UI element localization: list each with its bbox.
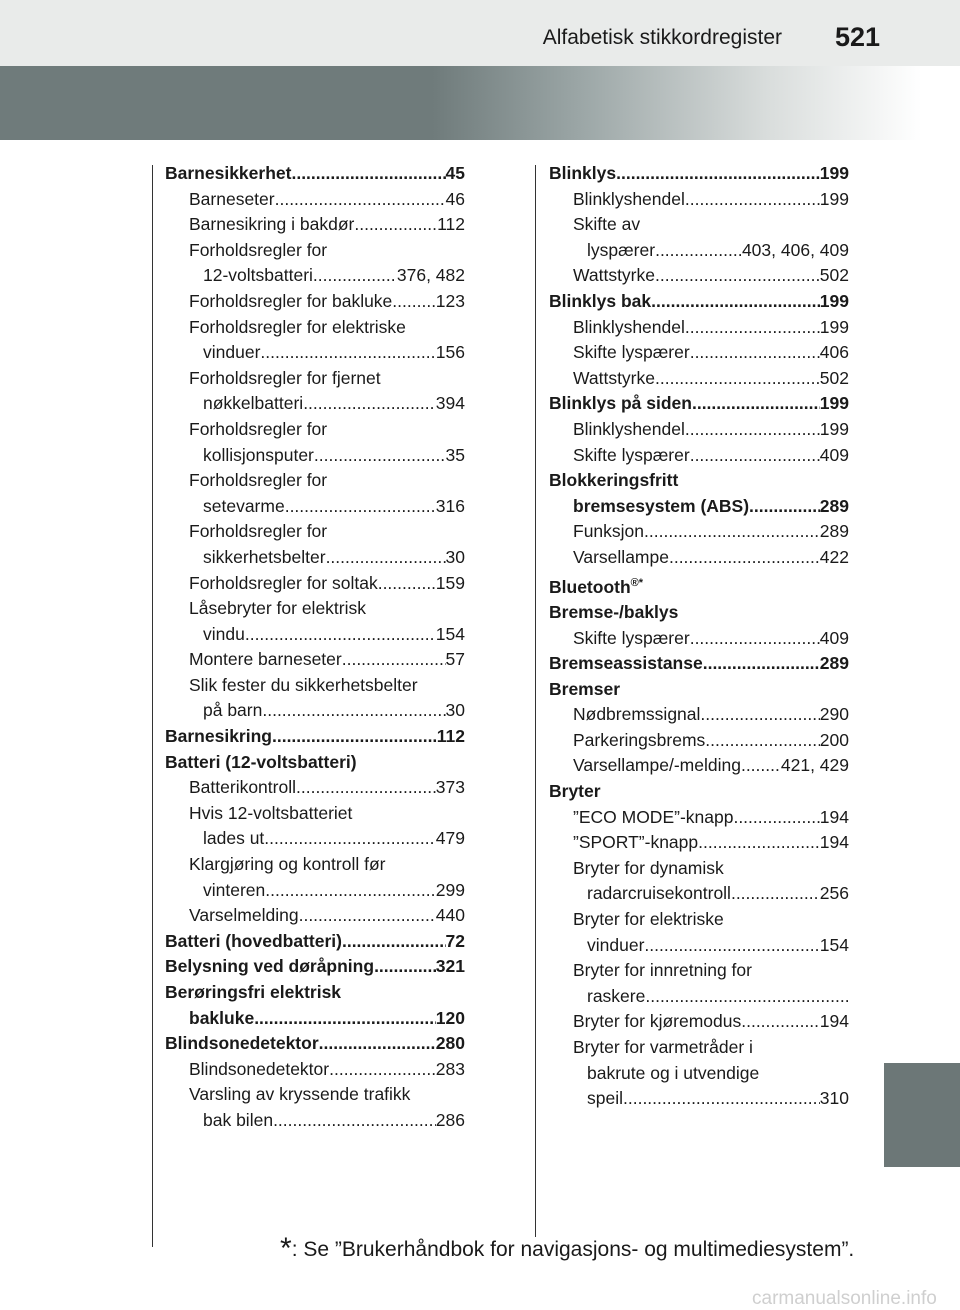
index-entry — [549, 753, 849, 779]
dot-leader — [326, 545, 446, 571]
entry-page-ref: 479 — [435, 828, 465, 849]
page-header — [0, 0, 960, 66]
dot-leader — [731, 881, 820, 907]
entry-term: ”ECO MODE”-knapp — [573, 806, 734, 827]
index-entry — [165, 673, 465, 699]
index-entry — [549, 600, 849, 626]
index-entry — [165, 238, 465, 264]
index-entry — [549, 1009, 849, 1035]
entry-term: Bryter for dynamisk — [573, 857, 724, 878]
entry-page-ref: 199 — [819, 163, 849, 183]
dot-leader — [273, 1108, 436, 1134]
entry-term: Forholdsregler for — [189, 470, 328, 491]
index-column-left — [165, 161, 465, 1134]
entry-term: vinduer — [587, 934, 645, 955]
entry-term: Forholdsregler for soltak — [189, 572, 378, 593]
index-entry — [549, 907, 849, 933]
entry-page-ref: 35 — [445, 444, 465, 465]
index-entry — [165, 647, 465, 673]
index-entry — [165, 698, 465, 724]
entry-term: bak bilen — [203, 1109, 274, 1130]
entry-page-ref: 409 — [819, 627, 849, 648]
entry-term: Blindsonedetektor — [165, 1033, 319, 1054]
dot-leader — [392, 289, 436, 315]
index-entry — [549, 187, 849, 213]
index-entry — [165, 417, 465, 443]
dot-leader — [692, 391, 820, 417]
entry-page-ref: 373 — [435, 777, 465, 798]
entry-term: Barnesikkerhet — [165, 163, 292, 183]
index-entry — [549, 212, 849, 238]
dot-leader — [254, 1006, 436, 1032]
index-entry — [549, 626, 849, 652]
index-entry — [165, 750, 465, 776]
dot-leader — [623, 1086, 820, 1112]
entry-term: radarcruisekontroll — [587, 883, 731, 904]
entry-page-ref: 289 — [819, 495, 849, 516]
index-entry — [165, 1082, 465, 1108]
index-entry — [549, 443, 849, 469]
dot-leader — [299, 903, 436, 929]
entry-page-ref: 200 — [819, 729, 849, 750]
dot-leader — [690, 443, 820, 469]
dot-leader — [655, 366, 820, 392]
entry-page-ref: 154 — [435, 623, 465, 644]
entry-term: bakluke — [189, 1007, 255, 1028]
entry-page-ref: 403, 406, 409 — [741, 239, 849, 260]
dot-leader — [690, 626, 820, 652]
footnote-marker: * — [280, 1232, 292, 1265]
index-entry — [549, 366, 849, 392]
index-entry — [165, 1057, 465, 1083]
dot-leader — [741, 1009, 820, 1035]
entry-term: Bluetooth — [549, 576, 631, 597]
middle-column-rule — [535, 165, 536, 1237]
entry-page-ref: 112 — [436, 726, 465, 747]
dot-leader — [655, 238, 742, 264]
section-title: Alfabetisk stikkordregister — [542, 26, 782, 49]
index-entry — [165, 571, 465, 597]
dot-leader — [275, 187, 446, 213]
entry-term: Batteri (12-voltsbatteri) — [165, 751, 357, 772]
entry-term: Barnesikring i bakdør — [189, 214, 355, 235]
index-entry — [549, 161, 849, 187]
index-entry — [549, 728, 849, 754]
index-entry — [165, 622, 465, 648]
entry-term: Bremseassistanse — [549, 653, 703, 674]
index-entry — [165, 980, 465, 1006]
dot-leader — [685, 187, 820, 213]
index-entry — [549, 417, 849, 443]
dot-leader — [314, 443, 446, 469]
dot-leader — [319, 1031, 436, 1057]
entry-page-ref: 46 — [445, 188, 465, 209]
entry-term: sikkerhetsbelter — [203, 546, 326, 567]
entry-page-ref: 57 — [445, 649, 465, 670]
entry-page-ref: 45 — [445, 163, 465, 183]
entry-page-ref: 321 — [435, 956, 465, 977]
entry-page-ref: 199 — [819, 418, 849, 439]
dot-leader — [705, 728, 820, 754]
index-entry — [549, 856, 849, 882]
entry-page-ref: 299 — [435, 879, 465, 900]
entry-term: Belysning ved døråpning — [165, 956, 375, 977]
entry-superscript: ®* — [630, 576, 644, 589]
entry-page-ref: 316 — [435, 495, 465, 516]
dot-leader — [655, 263, 820, 289]
entry-term: Varsling av kryssende trafikk — [189, 1084, 411, 1105]
dot-leader — [645, 984, 849, 1010]
dot-leader — [644, 933, 819, 959]
entry-term: vinteren — [203, 879, 266, 900]
dot-leader — [651, 289, 820, 315]
left-column-rule — [152, 165, 153, 1247]
entry-page-ref: 154 — [819, 934, 849, 955]
index-entry — [549, 1035, 849, 1061]
dot-leader — [703, 651, 820, 677]
dot-leader — [616, 161, 820, 187]
dot-leader — [285, 494, 436, 520]
entry-term: Nødbremssignal — [573, 704, 701, 725]
entry-term: Varsellampe — [573, 546, 669, 567]
entry-page-ref: 199 — [819, 290, 849, 311]
entry-term: vinduer — [203, 342, 261, 363]
index-entry — [165, 1108, 465, 1134]
dot-leader — [342, 929, 446, 955]
index-entry — [549, 1086, 849, 1112]
entry-page-ref: 199 — [819, 188, 849, 209]
index-entry — [549, 779, 849, 805]
dot-leader — [313, 263, 397, 289]
index-entry — [549, 519, 849, 545]
entry-page-ref: 199 — [819, 393, 849, 414]
entry-page-ref: 290 — [819, 704, 849, 725]
entry-page-ref: 30 — [445, 700, 465, 721]
index-entry — [165, 443, 465, 469]
entry-term: kollisjonsputer — [203, 444, 314, 465]
index-entry — [549, 494, 849, 520]
index-entry — [165, 263, 465, 289]
index-entry — [165, 315, 465, 341]
entry-page-ref: 376, 482 — [396, 265, 465, 286]
entry-term: lades ut — [203, 828, 265, 849]
entry-term: bakrute og i utvendige — [587, 1062, 760, 1083]
entry-page-ref: 422 — [819, 546, 849, 567]
dot-leader — [698, 830, 820, 856]
entry-page-ref: 256 — [819, 883, 849, 904]
entry-page-ref: 421, 429 — [780, 755, 849, 776]
entry-term: ”SPORT”-knapp — [573, 832, 699, 853]
entry-term: Berøringsfri elektrisk — [165, 982, 342, 1002]
watermark: carmanualsonline.info — [752, 1288, 937, 1309]
footnote-text: : Se ”Brukerhåndbok for navigasjons- og multimediesystem”. — [291, 1238, 855, 1261]
entry-term: bremsesystem (ABS) — [573, 495, 750, 516]
dot-leader — [685, 417, 820, 443]
entry-term: Slik fester du sikkerhetsbelter — [189, 674, 418, 695]
index-entry — [549, 651, 849, 677]
index-entry — [165, 596, 465, 622]
dot-leader — [749, 494, 820, 520]
index-entry — [165, 391, 465, 417]
index-entry — [549, 468, 849, 494]
entry-page-ref: 502 — [819, 265, 849, 286]
index-entry — [549, 881, 849, 907]
entry-page-ref: 72 — [445, 930, 465, 951]
entry-page-ref: 194 — [819, 1011, 849, 1032]
entry-page-ref: 194 — [819, 832, 849, 853]
dot-leader — [700, 702, 819, 728]
entry-term: Bryter — [549, 781, 601, 802]
chapter-side-tab — [884, 1063, 960, 1167]
entry-term: Varselmelding — [189, 905, 299, 926]
entry-term: speil — [587, 1088, 623, 1109]
dot-leader — [733, 805, 819, 831]
index-entry — [549, 1061, 849, 1087]
page-number: 521 — [834, 22, 880, 52]
entry-term: Skifte av — [573, 214, 641, 235]
dot-leader — [262, 698, 445, 724]
dot-leader — [644, 519, 820, 545]
index-column-right — [549, 161, 849, 1112]
entry-term: Skifte lyspærer — [573, 627, 690, 648]
entry-page-ref: 289 — [819, 653, 849, 674]
entry-term: Forholdsregler for elektriske — [189, 316, 406, 337]
entry-term: Blinklyshendel — [573, 418, 685, 439]
dot-leader — [374, 954, 436, 980]
entry-term: Bremse-/baklys — [549, 601, 679, 622]
index-entry — [165, 903, 465, 929]
index-entry — [165, 929, 465, 955]
entry-term: Bryter for innretning for — [573, 960, 752, 981]
dot-leader — [296, 775, 436, 801]
index-entry — [165, 852, 465, 878]
entry-term: Blinklys — [549, 163, 617, 183]
dot-leader — [265, 878, 436, 904]
dot-leader — [669, 545, 820, 571]
entry-term: Forholdsregler for bakluke — [189, 290, 393, 311]
index-entry — [549, 677, 849, 703]
dot-leader — [342, 647, 446, 673]
entry-term: Barnesikring — [165, 726, 272, 747]
entry-term: Skifte lyspærer — [573, 342, 690, 363]
index-entry — [549, 391, 849, 417]
dot-leader — [272, 724, 437, 750]
entry-term: 12-voltsbatteri — [203, 265, 313, 286]
entry-term: Bryter for varmetråder i — [573, 1037, 753, 1058]
entry-term: Blindsonedetektor — [189, 1058, 330, 1079]
entry-term: Forholdsregler for — [189, 239, 328, 260]
entry-page-ref: 159 — [435, 572, 465, 593]
entry-term: Bremser — [549, 678, 621, 699]
entry-page-ref: 286 — [435, 1109, 465, 1130]
index-entry — [549, 702, 849, 728]
dot-leader — [329, 1057, 436, 1083]
entry-page-ref: 112 — [437, 214, 465, 235]
dot-leader — [354, 212, 437, 238]
index-entry — [165, 545, 465, 571]
index-entry — [549, 289, 849, 315]
index-entry — [165, 826, 465, 852]
entry-page-ref: 120 — [435, 1007, 465, 1028]
entry-page-ref: 283 — [435, 1058, 465, 1079]
index-entry — [165, 801, 465, 827]
entry-page-ref: 502 — [819, 367, 849, 388]
entry-page-ref: 394 — [435, 393, 465, 414]
entry-term: vindu — [203, 623, 245, 644]
entry-term: Blinklyshendel — [573, 188, 685, 209]
entry-term: lyspærer — [587, 239, 656, 260]
entry-page-ref: 406 — [819, 342, 849, 363]
index-entry — [165, 519, 465, 545]
index-entry — [549, 830, 849, 856]
index-entry — [165, 366, 465, 392]
entry-term: Hvis 12-voltsbatteriet — [189, 802, 353, 823]
index-entry — [549, 933, 849, 959]
entry-term: Blinklys bak — [549, 290, 652, 311]
entry-term: Forholdsregler for fjernet — [189, 367, 381, 388]
index-entry — [549, 340, 849, 366]
index-entry — [165, 212, 465, 238]
dot-leader — [264, 826, 436, 852]
index-entry — [165, 289, 465, 315]
index-entry — [165, 1031, 465, 1057]
index-entry — [549, 571, 849, 600]
index-entry — [549, 238, 849, 264]
entry-term: Blinklys på siden — [549, 393, 692, 414]
index-entry — [165, 878, 465, 904]
entry-term: nøkkelbatteri — [203, 393, 304, 414]
entry-term: Wattstyrke — [573, 265, 655, 286]
entry-term: Klargjøring og kontroll før — [189, 854, 386, 875]
entry-term: Bryter for elektriske — [573, 909, 724, 930]
entry-term: Parkeringsbrems — [573, 729, 706, 750]
index-entry — [165, 161, 465, 187]
index-entry — [165, 954, 465, 980]
index-entry — [165, 775, 465, 801]
entry-term: på barn — [203, 700, 263, 721]
header-banner — [0, 66, 960, 140]
entry-term: Funksjon — [573, 521, 645, 542]
entry-term: Forholdsregler for — [189, 418, 328, 439]
entry-term: Montere barneseter — [189, 649, 342, 670]
entry-term: Skifte lyspærer — [573, 444, 690, 465]
entry-page-ref: 310 — [819, 1088, 849, 1109]
dot-leader — [685, 315, 820, 341]
entry-term: Forholdsregler for — [189, 521, 328, 542]
index-entry — [165, 468, 465, 494]
entry-page-ref: 123 — [435, 290, 465, 311]
entry-page-ref: 194 — [819, 806, 849, 827]
index-entry — [165, 340, 465, 366]
index-entry — [549, 958, 849, 984]
entry-term: setevarme — [203, 495, 285, 516]
dot-leader — [741, 753, 781, 779]
dot-leader — [291, 161, 445, 187]
entry-term: Wattstyrke — [573, 367, 655, 388]
index-entry — [549, 315, 849, 341]
entry-page-ref: 409 — [819, 444, 849, 465]
entry-term: raskere — [587, 985, 646, 1006]
index-entry — [549, 805, 849, 831]
entry-term: Blokkeringsfritt — [549, 470, 679, 491]
index-entry — [165, 187, 465, 213]
entry-page-ref: 156 — [435, 342, 465, 363]
entry-term: Batterikontroll — [189, 777, 296, 798]
index-entry — [549, 263, 849, 289]
dot-leader — [378, 571, 436, 597]
entry-term: Barneseter — [189, 188, 275, 209]
index-entry — [165, 1006, 465, 1032]
dot-leader — [260, 340, 435, 366]
entry-term: Varsellampe/-melding — [573, 755, 741, 776]
entry-term: Bryter for kjøremodus — [573, 1011, 742, 1032]
index-entry — [549, 545, 849, 571]
entry-page-ref: 199 — [819, 316, 849, 337]
index-entry — [549, 984, 849, 1010]
entry-term: Batteri (hovedbatteri) — [165, 930, 342, 951]
index-entry — [165, 724, 465, 750]
entry-page-ref: 440 — [435, 905, 465, 926]
entry-page-ref: 30 — [445, 546, 465, 567]
entry-term: Blinklyshendel — [573, 316, 685, 337]
dot-leader — [245, 622, 436, 648]
entry-page-ref: 289 — [819, 521, 849, 542]
dot-leader — [303, 391, 436, 417]
dot-leader — [690, 340, 820, 366]
entry-term: Låsebryter for elektrisk — [189, 598, 367, 619]
footnote — [280, 1232, 854, 1266]
entry-page-ref: 280 — [435, 1033, 465, 1054]
index-entry — [165, 494, 465, 520]
